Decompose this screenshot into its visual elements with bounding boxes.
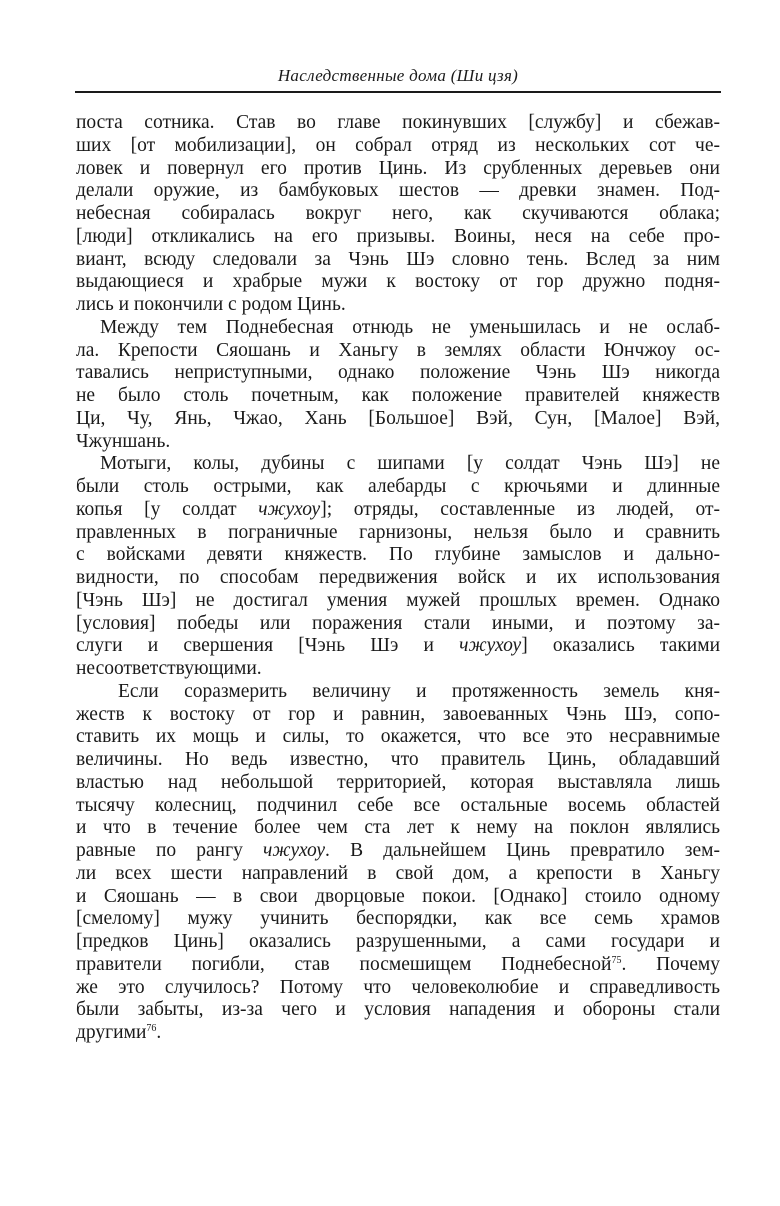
text-line: [76, 135, 720, 158]
text-line: [76, 704, 720, 727]
body-text: [76, 112, 720, 1045]
text-line-content: ставить их мощь и силы, то окажется, что все это несравнимые: [76, 726, 720, 748]
text-line: [76, 908, 720, 931]
text-line: [76, 271, 720, 294]
text-line: [76, 840, 720, 863]
text-line-content: ла. Крепости Сяошань и Ханьгу в землях области Юнчжоу ос-: [76, 339, 720, 361]
text-line-content: ловек и повернул его против Цинь. Из срубленных деревьев они: [76, 157, 720, 179]
text-line-content: величины. Но ведь известно, что правитель Цинь, обладавший: [76, 749, 720, 770]
text-line-content: виант, всюду следовали за Чэнь Шэ словно тень. Вслед за ним: [76, 248, 720, 270]
text-line-content: равные по рангу чжухоу. В дальнейшем Цинь превратило зем-: [76, 840, 720, 861]
text-line: [76, 999, 720, 1022]
text-line-content: правители погибли, став посмешищем Поднебесной: [76, 953, 612, 975]
text-line-content: поста сотника. Став во главе покинувших [службу] и сбежав-: [76, 112, 720, 133]
text-line: [76, 863, 720, 886]
text-line-content: слуги и свершения [Чэнь Шэ и чжухоу] оказались такими: [76, 635, 720, 657]
footnote-marker: 76: [146, 1023, 157, 1034]
text-line: [76, 408, 720, 431]
text-line-content: выдающиеся и храбрые мужи к востоку от гор дружно подня-: [76, 271, 720, 293]
text-line-content: ли всех шести направлений в свой дом, а крепости в Ханьгу: [76, 862, 720, 884]
text-line-content: были столь острыми, как алебарды с крючьями и длинные: [76, 476, 720, 497]
footnote-marker: 75: [611, 954, 622, 966]
text-line: [76, 522, 720, 545]
text-line-content: жеств к востоку от гор и равнин, завоеванных Чэнь Шэ, сопо-: [76, 703, 720, 725]
text-line-content: правленных в пограничные гарнизоны, нельзя было и сравнить: [76, 521, 720, 543]
text-line-content: Мотыги, колы, дубины с шипами [у солдат Чэнь Шэ] не: [100, 453, 720, 475]
text-line-content: тавались неприступными, однако положение Чэнь Шэ никогда: [76, 362, 720, 384]
text-line: [76, 1022, 720, 1045]
text-line-content: и Сяошань — в свои дворцовые покои. [Однако] стоило одному: [76, 885, 720, 907]
text-line: [76, 158, 720, 181]
text-line: [76, 544, 720, 567]
text-line: [76, 317, 720, 340]
text-line: [76, 635, 720, 658]
text-line-content: Ци, Чу, Янь, Чжао, Хань [Большое] Вэй, Сун, [Малое] Вэй,: [76, 407, 720, 429]
running-header: Наследственные дома (Ши цзя): [277, 66, 519, 85]
text-line-content: с войсками девяти княжеств. По глубине замыслов и дально-: [76, 544, 720, 566]
text-line: [76, 613, 720, 636]
text-line-content: лись и покончили с родом Цинь.: [76, 294, 346, 315]
text-line: [76, 362, 720, 385]
text-line: [76, 658, 720, 681]
text-line-content: [предков Цинь] оказались разрушенными, а сами государи и: [76, 931, 720, 952]
text-line-content: [условия] победы или поражения стали иными, и поэтому за-: [76, 612, 720, 634]
text-line-content: Чжуншань.: [76, 430, 171, 452]
text-line: [76, 726, 720, 749]
text-line: [76, 203, 720, 226]
text-line: [76, 385, 720, 408]
text-line: [76, 590, 720, 613]
text-line-content: были забыты, из-за чего и условия нападения и обороны стали: [76, 999, 720, 1021]
text-line: [76, 453, 720, 476]
text-line-content: копья [у солдат чжухоу]; отряды, составленные из людей, от-: [76, 498, 720, 520]
text-line-content: небесная собиралась вокруг него, как скучиваются облака;: [76, 203, 720, 224]
text-line-content: Если соразмерить величину и протяженность земель кня-: [118, 680, 720, 702]
text-line-content: [Чэнь Шэ] не достигал умения мужей прошлых времен. Однако: [76, 589, 720, 611]
text-line: [76, 886, 720, 909]
text-line: [76, 681, 720, 704]
text-line-content: Между тем Поднебесная отнюдь не уменьшилась и не ослаб-: [100, 316, 720, 338]
text-line: [76, 431, 720, 454]
text-line: [76, 977, 720, 1000]
text-line: [76, 226, 720, 249]
text-line: [76, 499, 720, 522]
text-line: [76, 772, 720, 795]
text-line-tail: .: [156, 1022, 162, 1043]
text-line-content: ших [от мобилизации], он собрал отряд из нескольких сот че-: [76, 134, 720, 156]
header-rule: [75, 91, 721, 93]
text-line: [76, 180, 720, 203]
text-line: [76, 340, 720, 363]
text-line: [76, 931, 720, 954]
text-line-content: несоответствующими.: [76, 658, 262, 679]
text-line-tail: . Почему: [621, 953, 720, 975]
text-line: [76, 294, 720, 317]
text-line-content: видности, по способам передвижения войск и их использования: [76, 567, 720, 588]
text-line: [76, 954, 720, 977]
text-line-content: тысячу колесниц, подчинил себе все остальные восемь областей: [76, 794, 720, 816]
text-line-content: [люди] откликались на его призывы. Воины, неся на себе про-: [76, 225, 720, 247]
text-line: [76, 749, 720, 772]
text-line-content: же это случилось? Потому что человеколюбие и справедливость: [76, 976, 720, 998]
text-line-content: другими: [76, 1022, 147, 1043]
text-line: [76, 112, 720, 135]
text-line: [76, 795, 720, 818]
text-line: [76, 817, 720, 840]
text-line-content: [смелому] мужу учинить беспорядки, как все семь храмов: [76, 908, 720, 930]
text-line: [76, 249, 720, 272]
text-line-content: не было столь почетным, как положение правителей княжеств: [76, 385, 720, 406]
text-line: [76, 567, 720, 590]
text-line-content: и что в течение более чем ста лет к нему на поклон являлись: [76, 817, 720, 839]
text-line: [76, 476, 720, 499]
text-line-content: делали оружие, из бамбуковых шестов — древки знамен. Под-: [76, 180, 720, 202]
text-line-content: властью над небольшой территорией, которая выставляла лишь: [76, 771, 720, 793]
